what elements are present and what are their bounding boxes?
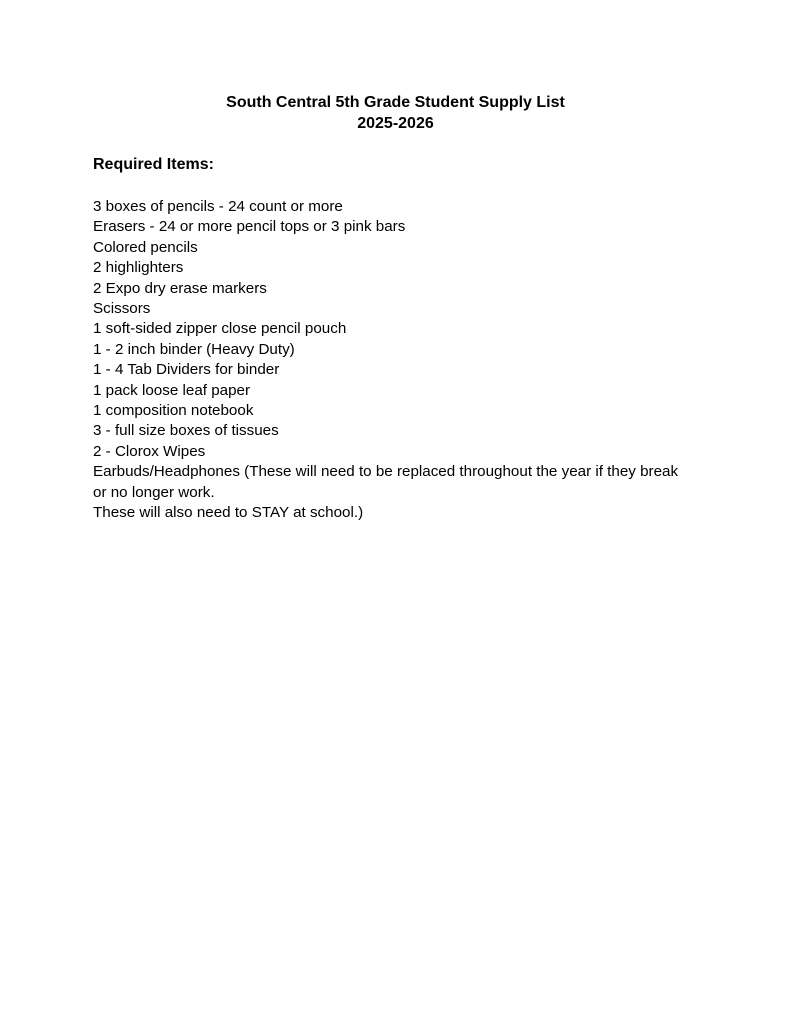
- list-item: 3 - full size boxes of tissues: [93, 422, 279, 440]
- list-item: Colored pencils: [93, 238, 198, 256]
- list-item: 1 - 4 Tab Dividers for binder: [93, 361, 280, 379]
- list-item: or no longer work.: [93, 483, 215, 501]
- list-item: 1 pack loose leaf paper: [93, 381, 251, 399]
- list-item: Earbuds/Headphones (These will need to be replaced throughout the year if they break: [93, 463, 679, 481]
- list-item: These will also need to STAY at school.): [93, 504, 364, 522]
- section-heading-required-items: Required Items:: [93, 156, 214, 173]
- list-item: 2 Expo dry erase markers: [93, 279, 267, 297]
- list-item: 1 - 2 inch binder (Heavy Duty): [93, 340, 295, 358]
- title-line-2: 2025-2026: [357, 115, 434, 132]
- list-item: 2 highlighters: [93, 259, 184, 277]
- list-item: 1 composition notebook: [93, 402, 254, 420]
- title-line-1: South Central 5th Grade Student Supply List: [226, 94, 565, 111]
- list-item: Erasers - 24 or more pencil tops or 3 pink bars: [93, 218, 406, 236]
- supply-list: [93, 197, 733, 524]
- document-title: [0, 92, 791, 134]
- list-item: 1 soft-sided zipper close pencil pouch: [93, 320, 347, 338]
- list-item: 3 boxes of pencils - 24 count or more: [93, 198, 343, 215]
- list-item: Scissors: [93, 300, 151, 318]
- list-item: 2 - Clorox Wipes: [93, 442, 206, 460]
